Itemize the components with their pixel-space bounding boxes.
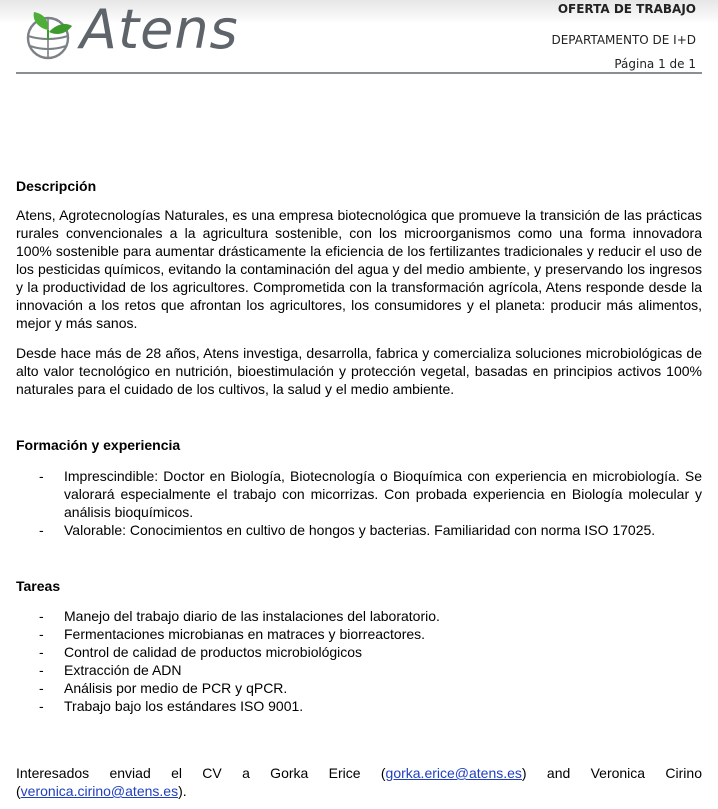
list-item: - Fermentaciones microbianas en matraces y biorreactores. [39,626,426,642]
bullet-dash: - [39,522,44,538]
bullet-dash: - [39,680,44,696]
list-item: - Valorable: Conocimientos en cultivo de hongos y bacterias. Familiaridad con norma ISO 17025. [39,522,656,538]
bullet-dash: - [39,626,44,642]
list-item: - Manejo del trabajo diario de las instalaciones del laboratorio. [39,608,440,624]
page-number: Página 1 de 1 [614,57,696,71]
header-info [551,2,696,76]
list-item: - Control de calidad de productos microbiológicos [39,644,363,660]
list-item: - Trabajo bajo los estándares ISO 9001. [39,698,304,714]
list-item: - Imprescindible: Doctor en Biología, Biotecnología o Bioquímica con experiencia en microbiología. Se valorará especialmente el trabajo con micorrizas. Con probada experiencia en Biología molecular y análisis bioquímicos. [39,468,702,520]
contact-section [16,764,702,800]
document-body [16,178,702,800]
globe-leaf-icon [22,6,78,62]
training-heading: Formación y experiencia [16,437,181,453]
department-label: DEPARTAMENTO DE I+D [551,33,696,47]
bullet-dash: - [39,608,44,624]
email-link-gorka[interactable]: gorka.erice@atens.es [385,765,522,781]
email-link-veronica[interactable]: veronica.cirino@atens.es [20,783,179,799]
offer-label: OFERTA DE TRABAJO [557,2,696,16]
training-list [16,467,702,539]
bullet-dash: - [39,644,44,660]
bullet-dash: - [39,698,44,714]
header-divider [16,72,702,74]
list-item: - Análisis por medio de PCR y qPCR. [39,680,288,696]
logo-wordmark: Atens [80,0,239,61]
tasks-list [16,607,702,715]
description-paragraph-1: Atens, Agrotecnologías Naturales, es una empresa biotecnológica que promueve la transición de las prácticas rurales convencionales a la agricultura sostenible, con los microorganismos como una forma innovadora 100% sostenible para aumentar drásticamente la eficiencia de los fertilizantes tradicionales y reducir el uso de los pesticidas químicos, evitando la contaminación del agua y del medio ambiente, y preservando los ingresos y la productividad de los agricultores. Comprometida con la transformación agrícola, Atens responde desde la innovación a los retos que afrontan los agricultores, los consumidores y el planeta: producir más alimentos, mejor y más sanos. [16,207,702,331]
bullet-dash: - [39,662,44,678]
contact-paragraph: Interesados enviad el CV a Gorka Erice (gorka.erice@atens.es) and Veronica Cirino (veronica.cirino@atens.es). [16,765,702,799]
company-logo [22,0,282,68]
description-heading: Descripción [16,178,97,194]
description-paragraph-2: Desde hace más de 28 años, Atens investiga, desarrolla, fabrica y comercializa soluciones microbiológicas de alto valor tecnológico en nutrición, bioestimulación y protección vegetal, basadas en principios activos 100% naturales para el cuidado de los cultivos, la salud y el medio ambiente. [16,345,702,397]
tasks-heading: Tareas [16,578,61,594]
bullet-dash: - [39,468,44,484]
list-item: - Extracción de ADN [39,662,182,678]
